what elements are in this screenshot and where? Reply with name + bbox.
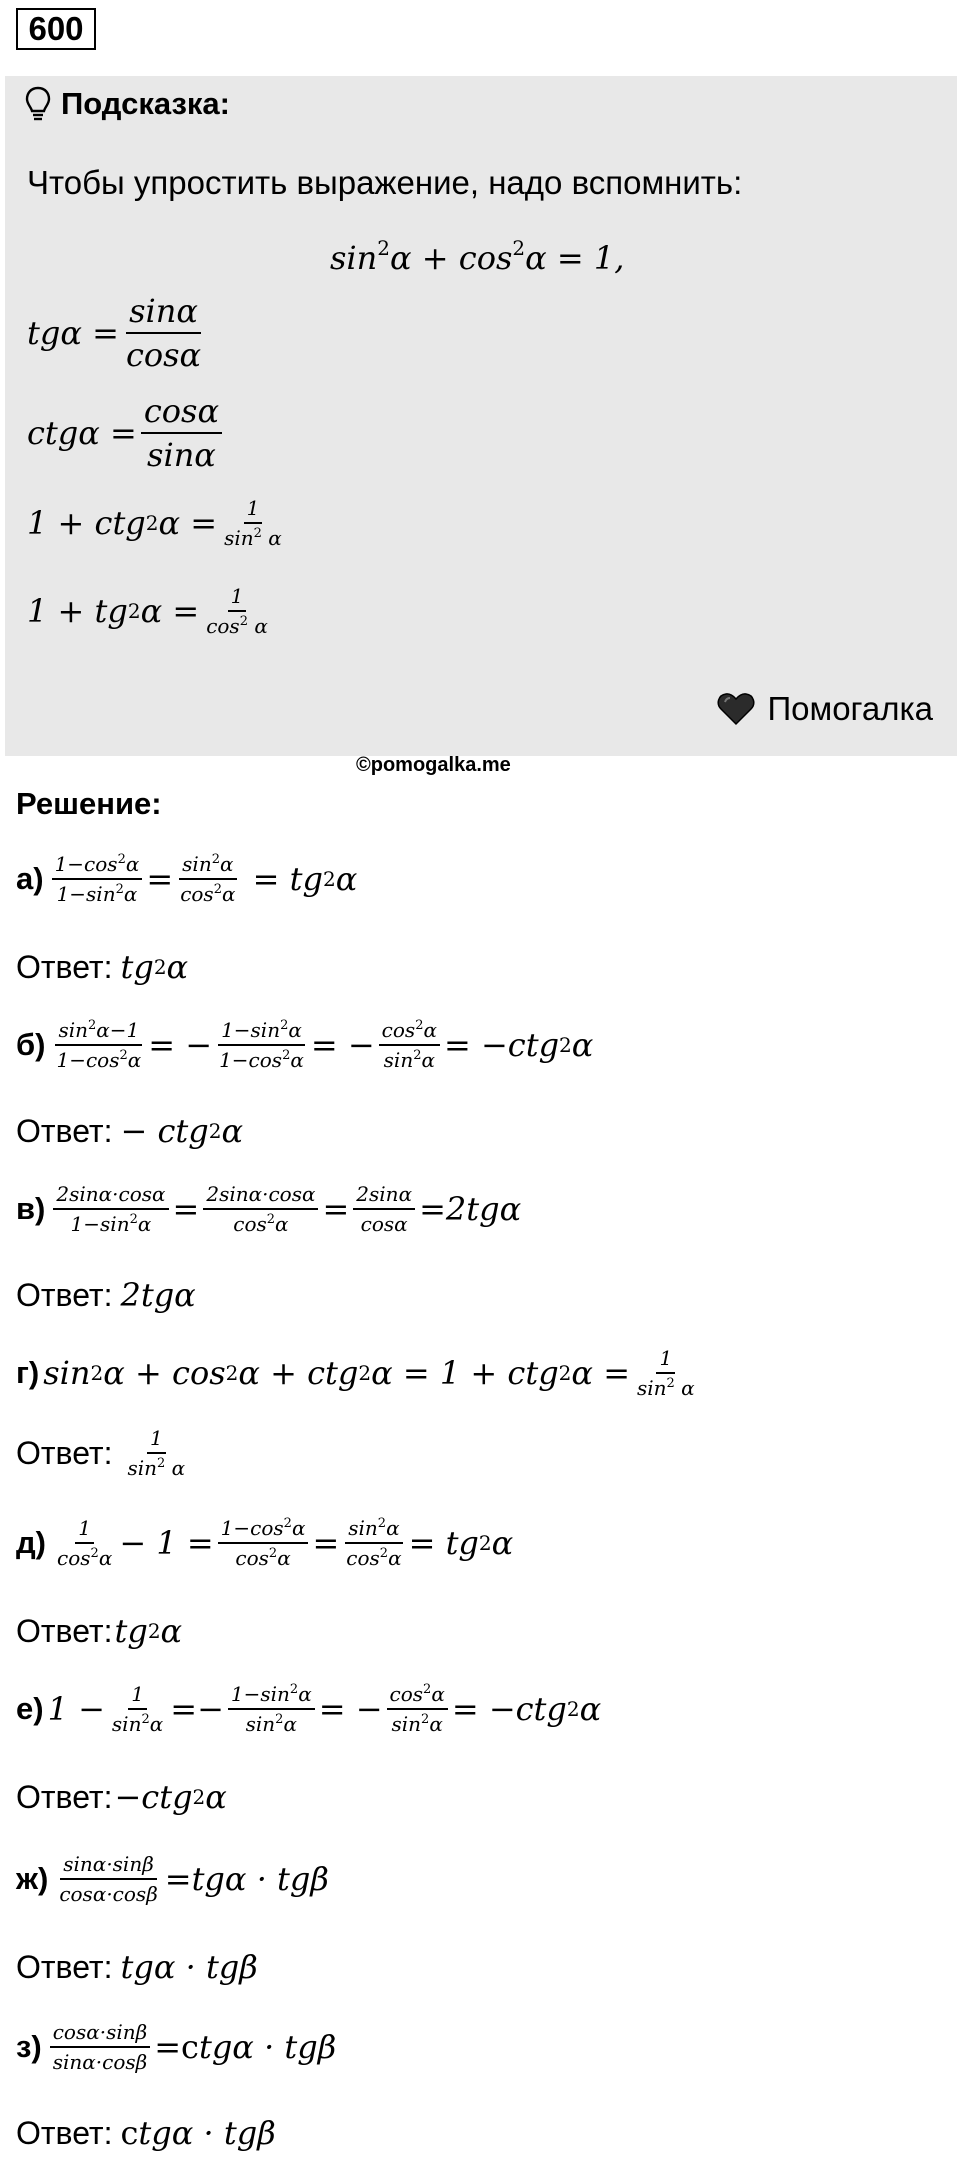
heart-icon bbox=[717, 692, 755, 726]
part-label: е) bbox=[16, 1691, 44, 1726]
formula-identity: $\sin^2\alpha + \cos^2\alpha = 1$, bbox=[330, 236, 625, 277]
part-b-answer: Ответ: − ctg 2 α bbox=[16, 1112, 244, 1150]
part-label: а) bbox=[16, 861, 44, 896]
part-h-solution: з) $\frac{\cos\alpha\cdot\sin\beta}{\sin\alpha\cdot\cos\beta}$ = c tgα · tgβ bbox=[16, 2020, 337, 2074]
part-g-answer: Ответ: tgα · tgβ bbox=[16, 1948, 258, 1986]
hint-intro: Чтобы упростить выражение, надо вспомнить: bbox=[27, 164, 743, 201]
part-d-solution: г) sin 2 α + cos 2 α + ctg 2 α = 1 + ctg 2 α = $\frac{1}{\sin^2 \alpha}$ bbox=[16, 1346, 695, 1400]
part-a-answer: Ответ: tg 2 α bbox=[16, 948, 189, 986]
answer-label: Ответ: bbox=[16, 1276, 113, 1313]
answer-label: Ответ: bbox=[16, 1112, 113, 1149]
part-e-answer: Ответ: tg 2 α bbox=[16, 1612, 183, 1650]
brand-name: Помогалка bbox=[767, 690, 933, 727]
formula-ctg: ctgα = $\frac{\cos\alpha}{\sin\alpha}$ bbox=[27, 392, 226, 474]
hint-title bbox=[25, 86, 230, 122]
hint-box bbox=[5, 76, 957, 756]
answer-label: Ответ: bbox=[16, 1778, 113, 1815]
part-h-answer: Ответ: c tgα · tgβ bbox=[16, 2114, 276, 2152]
part-c-solution: в) $\frac{2\sin\alpha\cdot\cos\alpha}{1-\sin^2\alpha}$ = $\frac{2\sin\alpha\cdot\cos\alpha}{\cos^2\alpha}$ = $\frac{2\sin\alpha}{\cos\alpha}$ =2tgα bbox=[16, 1182, 522, 1236]
part-e-solution: д) $\frac{1}{\cos^2\alpha}$ − 1 = $\frac{1-\cos^2\alpha}{\cos^2\alpha}$ = $\frac{\sin^2\alpha}{\cos^2\alpha}$ = tg 2 α bbox=[16, 1516, 514, 1570]
part-label: д) bbox=[16, 1525, 47, 1560]
answer-label: Ответ: bbox=[16, 1434, 113, 1471]
answer-label: Ответ: bbox=[16, 948, 113, 985]
formula-1-ctg: 1 + ctg 2 α = $\frac{1}{\sin^2 \alpha}$ bbox=[27, 496, 282, 550]
part-label: в) bbox=[16, 1191, 46, 1226]
lightbulb-icon bbox=[25, 86, 51, 122]
part-d-answer: Ответ: $\frac{1}{\sin^2 \alpha}$ bbox=[16, 1426, 186, 1480]
part-label: б) bbox=[16, 1027, 46, 1062]
answer-label: Ответ: bbox=[16, 2114, 113, 2151]
part-f-answer: Ответ: −ctg 2 α bbox=[16, 1778, 227, 1816]
answer-label: Ответ: bbox=[16, 1948, 113, 1985]
part-label: з) bbox=[16, 2029, 42, 2064]
solution-heading: Решение: bbox=[16, 786, 162, 821]
part-f-solution: е) 1 − $\frac{1}{\sin^2\alpha}$ =− $\frac{1-\sin^2\alpha}{\sin^2\alpha}$ = − $\frac{\cos^2\alpha}{\sin^2\alpha}$ = −ctg 2 α bbox=[16, 1682, 602, 1736]
part-a-solution: а) $\frac{1-\cos^2\alpha}{1-\sin^2\alpha}$ = $\frac{\sin^2\alpha}{\cos^2\alpha}$ = tg 2 α bbox=[16, 852, 358, 906]
task-number: 600 bbox=[16, 8, 96, 50]
part-label: г) bbox=[16, 1355, 40, 1390]
formula-1-tg: 1 + tg 2 α = $\frac{1}{\cos^2 \alpha}$ bbox=[27, 584, 268, 638]
part-g-solution: ж) $\frac{\sin\alpha\cdot\sin\beta}{\cos\alpha\cdot\cos\beta}$ =tgα · tgβ bbox=[16, 1852, 329, 1906]
part-b-solution: б) $\frac{\sin^2\alpha-1}{1-\cos^2\alpha}$ = − $\frac{1-\sin^2\alpha}{1-\cos^2\alpha}$ = − $\frac{\cos^2\alpha}{\sin^2\alpha}$ = −ctg 2 α bbox=[16, 1018, 594, 1072]
copyright: ©pomogalka.me bbox=[356, 754, 511, 776]
answer-label: Ответ: bbox=[16, 1612, 113, 1649]
part-c-answer: Ответ: 2tgα bbox=[16, 1276, 196, 1314]
formula-tg: tgα = $\frac{\sin\alpha}{\cos\alpha}$ bbox=[27, 292, 202, 374]
hint-title-text: Подсказка: bbox=[61, 86, 230, 121]
part-label: ж) bbox=[16, 1861, 49, 1896]
brand-badge bbox=[717, 690, 933, 728]
